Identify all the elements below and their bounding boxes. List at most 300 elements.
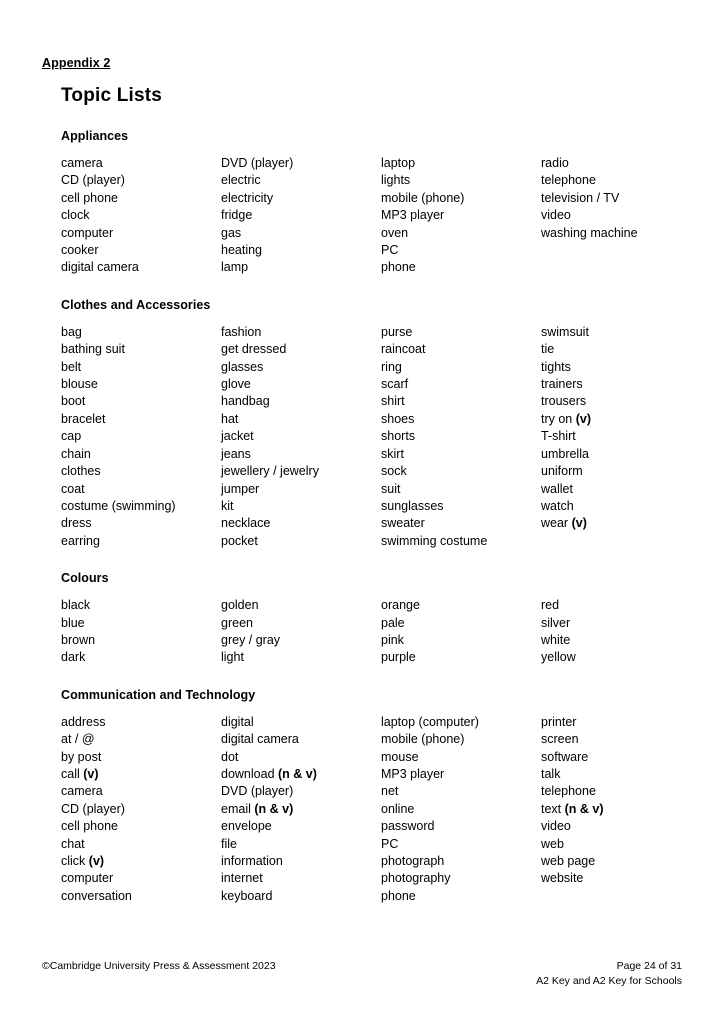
word-item <box>221 481 375 498</box>
word-text: costume (swimming) <box>61 498 176 513</box>
word-column <box>381 324 541 550</box>
word-item <box>541 411 591 428</box>
word-item <box>221 498 375 515</box>
word-text: umbrella <box>541 446 589 461</box>
word-item <box>61 515 215 532</box>
word-item <box>541 225 638 242</box>
word-part-of-speech: (n & v) <box>564 801 604 816</box>
word-text: telephone <box>541 173 596 188</box>
word-text: camera <box>61 156 103 170</box>
word-item <box>61 714 215 731</box>
word-item <box>541 376 591 393</box>
word-item <box>381 225 535 242</box>
word-text: purple <box>381 650 416 665</box>
word-text: cell phone <box>61 190 118 205</box>
word-text: orange <box>381 598 420 613</box>
word-text: website <box>541 871 584 886</box>
word-item <box>381 498 535 515</box>
word-item <box>61 359 215 376</box>
word-text: screen <box>541 732 579 747</box>
word-item <box>541 155 638 172</box>
word-text: blue <box>61 615 85 630</box>
word-text: digital <box>221 714 254 729</box>
word-item <box>541 446 591 463</box>
word-text: television / TV <box>541 190 620 205</box>
word-text: raincoat <box>381 342 426 357</box>
word-text: silver <box>541 615 571 630</box>
topic-section <box>61 688 671 905</box>
word-text: purse <box>381 324 413 339</box>
word-text: oven <box>381 225 409 240</box>
word-text: net <box>381 784 399 799</box>
word-text: CD (player) <box>61 801 125 816</box>
word-item <box>541 615 576 632</box>
word-item <box>541 498 591 515</box>
page-footer <box>42 959 682 988</box>
word-text: trousers <box>541 394 587 409</box>
word-text: heating <box>221 243 263 258</box>
word-column <box>221 714 381 905</box>
word-text: earring <box>61 533 100 548</box>
word-text: digital camera <box>61 260 139 275</box>
word-item <box>221 836 375 853</box>
word-text: mouse <box>381 749 419 764</box>
word-column <box>541 155 644 242</box>
word-text: information <box>221 854 283 868</box>
footer-copyright: ©Cambridge University Press & Assessment 2023 <box>42 960 276 972</box>
word-text: electricity <box>221 190 274 205</box>
appendix-label: Appendix 2 <box>42 56 111 70</box>
word-text: bracelet <box>61 411 106 426</box>
word-column <box>221 597 381 667</box>
word-item <box>221 853 375 870</box>
word-text: sunglasses <box>381 498 444 513</box>
word-item <box>221 870 375 887</box>
word-item <box>381 615 535 632</box>
word-item <box>381 324 535 341</box>
word-text: uniform <box>541 464 583 479</box>
word-item <box>221 393 375 410</box>
word-item <box>221 446 375 463</box>
word-item <box>221 801 375 818</box>
word-text: mobile (phone) <box>381 732 465 747</box>
word-text: get dressed <box>221 342 287 357</box>
word-item <box>221 359 375 376</box>
word-item <box>381 411 535 428</box>
word-column <box>61 714 221 905</box>
word-item <box>381 376 535 393</box>
word-item <box>541 870 604 887</box>
word-item <box>61 749 215 766</box>
word-text: yellow <box>541 650 576 665</box>
word-text: brown <box>61 632 96 647</box>
word-columns <box>61 597 671 667</box>
word-columns <box>61 324 671 550</box>
word-text: clock <box>61 208 90 223</box>
word-item <box>61 766 215 783</box>
word-item <box>61 818 215 835</box>
word-text: email <box>221 801 255 816</box>
word-item <box>61 446 215 463</box>
word-item <box>381 632 535 649</box>
word-text: file <box>221 836 237 851</box>
word-item <box>381 749 535 766</box>
word-text: washing machine <box>541 225 638 240</box>
word-item <box>221 463 375 480</box>
word-item <box>381 818 535 835</box>
word-column <box>381 155 541 277</box>
footer-meta <box>536 959 682 988</box>
word-text: white <box>541 632 571 647</box>
word-item <box>541 172 638 189</box>
word-text: dot <box>221 749 239 764</box>
word-text: laptop (computer) <box>381 714 479 729</box>
word-text: glove <box>221 377 251 392</box>
word-text: sock <box>381 464 407 479</box>
word-item <box>221 615 375 632</box>
word-item <box>61 853 215 870</box>
word-text: software <box>541 749 589 764</box>
topic-section <box>61 571 671 667</box>
word-item <box>61 207 215 224</box>
word-text: download <box>221 766 278 781</box>
word-column <box>61 324 221 550</box>
word-item <box>61 259 215 276</box>
word-item <box>381 870 535 887</box>
word-text: fashion <box>221 324 262 339</box>
word-column <box>221 324 381 550</box>
word-item <box>541 853 604 870</box>
word-item <box>541 783 604 800</box>
word-item <box>221 428 375 445</box>
word-item <box>221 324 375 341</box>
word-item <box>61 836 215 853</box>
word-item <box>221 242 375 259</box>
word-text: jumper <box>221 481 260 496</box>
word-column <box>381 597 541 667</box>
word-item <box>541 801 604 818</box>
word-text: cell phone <box>61 819 118 834</box>
word-item <box>381 155 535 172</box>
topic-section <box>61 298 671 550</box>
word-text: jacket <box>221 429 254 444</box>
word-text: watch <box>541 498 574 513</box>
word-text: belt <box>61 359 82 374</box>
word-item <box>221 225 375 242</box>
word-text: tights <box>541 359 571 374</box>
word-text: DVD (player) <box>221 784 294 799</box>
word-text: electric <box>221 173 261 188</box>
word-item <box>541 515 591 532</box>
word-text: shirt <box>381 394 405 409</box>
word-column <box>61 155 221 277</box>
word-item <box>61 533 215 550</box>
word-column <box>381 714 541 905</box>
word-item <box>541 428 591 445</box>
word-item <box>221 783 375 800</box>
section-heading: Communication and Technology <box>61 687 256 702</box>
word-text: cooker <box>61 243 99 258</box>
topic-sections <box>61 129 671 905</box>
word-column <box>541 324 597 533</box>
word-text: necklace <box>221 516 271 531</box>
word-text: by post <box>61 749 102 764</box>
word-item <box>61 190 215 207</box>
word-item <box>61 615 215 632</box>
word-item <box>541 481 591 498</box>
word-item <box>61 888 215 905</box>
topic-section <box>61 129 671 277</box>
word-item <box>381 172 535 189</box>
word-item <box>541 341 591 358</box>
word-item <box>381 515 535 532</box>
word-text: tie <box>541 342 555 357</box>
word-text: bathing suit <box>61 342 125 357</box>
word-text: sweater <box>381 516 425 531</box>
word-item <box>61 376 215 393</box>
word-column <box>541 597 582 667</box>
word-part-of-speech: (n & v) <box>278 766 317 781</box>
word-item <box>61 172 215 189</box>
word-text: kit <box>221 498 234 513</box>
word-text: green <box>221 615 253 630</box>
word-item <box>221 597 375 614</box>
word-item <box>61 463 215 480</box>
word-text: MP3 player <box>381 208 445 223</box>
word-text: pink <box>381 632 404 647</box>
word-text: photograph <box>381 854 445 868</box>
word-item <box>61 341 215 358</box>
word-text: lamp <box>221 260 249 275</box>
word-text: text <box>541 801 565 816</box>
word-text: radio <box>541 156 569 170</box>
word-item <box>541 818 604 835</box>
section-heading: Clothes and Accessories <box>61 297 211 312</box>
word-item <box>221 259 375 276</box>
word-item <box>381 207 535 224</box>
word-item <box>221 749 375 766</box>
word-text: mobile (phone) <box>381 190 465 205</box>
word-text: ring <box>381 359 402 374</box>
word-item <box>381 446 535 463</box>
word-text: dress <box>61 516 92 531</box>
word-text: trainers <box>541 377 583 392</box>
word-item <box>221 411 375 428</box>
word-text: try on <box>541 411 576 426</box>
footer-page-number: Page 24 of 31 <box>616 960 682 972</box>
word-text: blouse <box>61 377 98 392</box>
word-item <box>221 207 375 224</box>
word-text: bag <box>61 324 82 339</box>
word-text: PC <box>381 243 399 258</box>
word-item <box>541 766 604 783</box>
word-item <box>221 190 375 207</box>
word-text: PC <box>381 836 399 851</box>
word-column <box>541 714 610 888</box>
word-text: talk <box>541 766 561 781</box>
word-item <box>381 853 535 870</box>
word-text: conversation <box>61 888 132 903</box>
word-item <box>61 597 215 614</box>
word-text: address <box>61 714 106 729</box>
word-column <box>221 155 381 277</box>
word-text: cap <box>61 429 82 444</box>
word-text: video <box>541 208 571 223</box>
word-text: glasses <box>221 359 264 374</box>
word-text: swimsuit <box>541 324 589 339</box>
word-item <box>541 714 604 731</box>
topic-lists-content <box>61 84 671 926</box>
word-item <box>381 533 535 550</box>
word-text: golden <box>221 598 259 613</box>
word-item <box>381 731 535 748</box>
word-text: photography <box>381 871 451 886</box>
word-item <box>541 324 591 341</box>
word-item <box>381 649 535 666</box>
section-heading: Colours <box>61 571 109 586</box>
word-text: printer <box>541 714 577 729</box>
word-text: scarf <box>381 377 409 392</box>
word-item <box>61 731 215 748</box>
word-item <box>61 783 215 800</box>
word-text: pocket <box>221 533 258 548</box>
word-item <box>221 172 375 189</box>
word-text: phone <box>381 888 416 903</box>
word-item <box>381 783 535 800</box>
word-column <box>61 597 221 667</box>
word-part-of-speech: (v) <box>575 411 592 426</box>
word-item <box>381 888 535 905</box>
word-text: telephone <box>541 784 596 799</box>
word-text: DVD (player) <box>221 156 294 170</box>
word-text: wallet <box>541 481 573 496</box>
word-columns <box>61 714 671 905</box>
word-text: coat <box>61 481 85 496</box>
word-text: click <box>61 854 89 868</box>
word-item <box>381 836 535 853</box>
word-item <box>221 818 375 835</box>
word-item <box>61 870 215 887</box>
word-item <box>221 888 375 905</box>
word-text: CD (player) <box>61 173 125 188</box>
word-text: lights <box>381 173 411 188</box>
word-item <box>541 649 576 666</box>
footer-exam-name: A2 Key and A2 Key for Schools <box>536 974 682 987</box>
word-item <box>541 731 604 748</box>
word-item <box>221 766 375 783</box>
word-text: clothes <box>61 464 101 479</box>
word-item <box>381 597 535 614</box>
word-item <box>221 632 375 649</box>
page-title: Topic Lists <box>61 85 163 106</box>
word-item <box>221 714 375 731</box>
word-text: web page <box>541 854 596 868</box>
word-part-of-speech: (v) <box>88 854 105 868</box>
word-item <box>221 155 375 172</box>
word-text: chat <box>61 836 85 851</box>
word-item <box>541 632 576 649</box>
word-text: computer <box>61 871 114 886</box>
word-item <box>61 649 215 666</box>
word-item <box>541 597 576 614</box>
word-item <box>541 359 591 376</box>
word-text: jewellery / jewelry <box>221 464 319 479</box>
word-text: computer <box>61 225 114 240</box>
word-text: shorts <box>381 429 416 444</box>
word-text: password <box>381 819 435 834</box>
word-text: laptop <box>381 156 416 170</box>
word-text: online <box>381 801 415 816</box>
word-item <box>221 341 375 358</box>
word-text: MP3 player <box>381 766 445 781</box>
word-item <box>61 632 215 649</box>
word-text: suit <box>381 481 401 496</box>
word-part-of-speech: (v) <box>83 766 99 781</box>
word-item <box>381 428 535 445</box>
word-item <box>541 190 638 207</box>
word-item <box>221 533 375 550</box>
word-item <box>381 463 535 480</box>
word-text: envelope <box>221 819 272 834</box>
word-text: at / @ <box>61 732 95 747</box>
section-heading: Appliances <box>61 129 129 143</box>
word-item <box>61 393 215 410</box>
word-part-of-speech: (n & v) <box>254 801 294 816</box>
word-columns <box>61 155 671 277</box>
word-item <box>381 359 535 376</box>
word-item <box>381 242 535 259</box>
word-part-of-speech: (v) <box>571 516 587 531</box>
word-item <box>381 393 535 410</box>
word-item <box>381 259 535 276</box>
word-text: fridge <box>221 208 253 223</box>
word-text: gas <box>221 225 242 240</box>
word-text: keyboard <box>221 888 273 903</box>
word-text: dark <box>61 650 86 665</box>
word-item <box>221 649 375 666</box>
word-item <box>541 207 638 224</box>
word-item <box>221 731 375 748</box>
word-item <box>541 393 591 410</box>
word-item <box>381 801 535 818</box>
word-text: boot <box>61 394 86 409</box>
word-text: T-shirt <box>541 429 576 444</box>
word-text: handbag <box>221 394 270 409</box>
word-item <box>381 190 535 207</box>
word-item <box>61 155 215 172</box>
word-text: internet <box>221 871 263 886</box>
word-item <box>61 411 215 428</box>
word-item <box>61 242 215 259</box>
word-item <box>61 225 215 242</box>
word-text: camera <box>61 784 103 799</box>
word-text: wear <box>541 516 572 531</box>
word-text: swimming costume <box>381 533 488 548</box>
word-item <box>221 376 375 393</box>
word-text: black <box>61 598 91 613</box>
word-text: grey / gray <box>221 632 281 647</box>
word-item <box>381 341 535 358</box>
word-item <box>381 714 535 731</box>
word-item <box>61 324 215 341</box>
word-text: chain <box>61 446 91 461</box>
word-text: call <box>61 766 84 781</box>
word-item <box>541 749 604 766</box>
word-text: jeans <box>221 446 251 461</box>
word-text: shoes <box>381 411 415 426</box>
word-text: digital camera <box>221 732 299 747</box>
word-text: skirt <box>381 446 404 461</box>
